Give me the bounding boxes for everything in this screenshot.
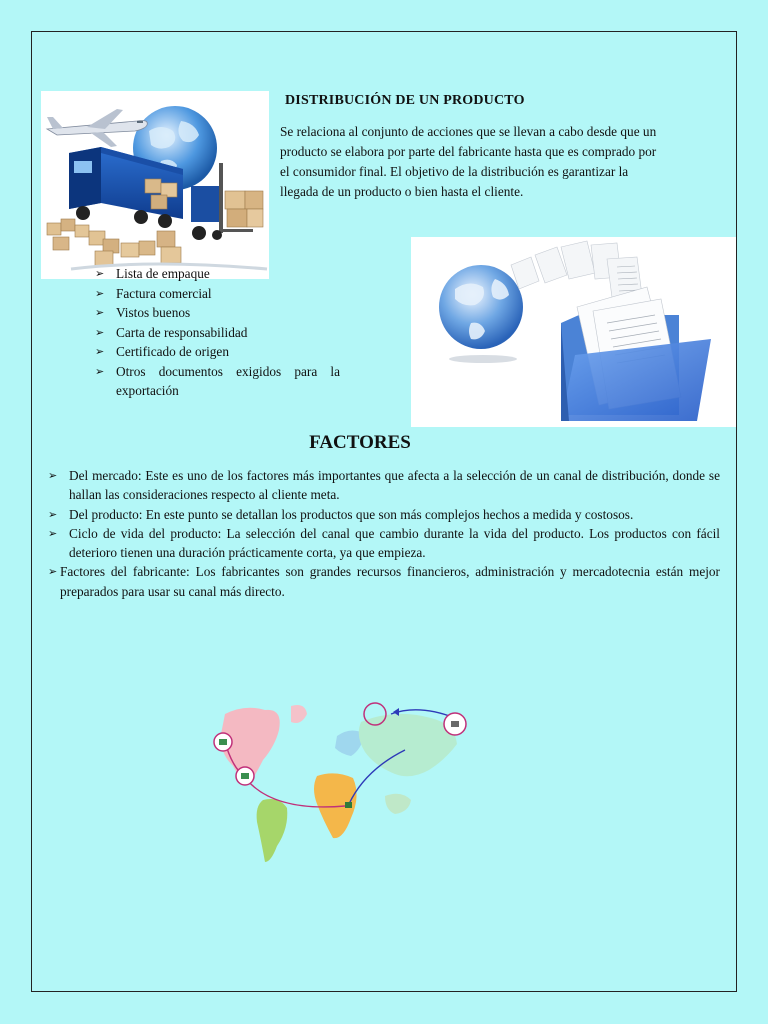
page-title: DISTRIBUCIÓN DE UN PRODUCTO	[285, 93, 525, 108]
intro-paragraph: Se relaciona al conjunto de acciones que se llevan a cabo desde que un producto se elabora por parte del fabricante hasta que es comprado por el consumidor final. El objetivo de la distribución es garantizar la llegada de un producto o bien hasta el cliente.	[280, 124, 657, 199]
list-item: ➢ Lista de empaque	[95, 264, 340, 284]
arrow-bullet-icon: ➢	[95, 286, 105, 300]
arrow-bullet-icon: ➢	[95, 267, 105, 280]
arrow-bullet-icon: ➢	[95, 325, 105, 339]
list-item: ➢ Carta de responsabilidad	[95, 323, 340, 343]
list-item: ➢ Factura comercial	[95, 284, 340, 304]
arrow-bullet-icon: ➢	[95, 306, 105, 319]
factors-heading: FACTORES	[309, 432, 411, 453]
logistics-illustration	[41, 91, 269, 279]
list-item: ➢ Del producto: En este punto se detallan los productos que son más complejos hechos a medida y costosos.	[48, 505, 720, 524]
arrow-bullet-icon: ➢	[48, 507, 58, 521]
factors-list	[48, 466, 720, 601]
list-item: ➢ Factores del fabricante: Los fabricantes son grandes recursos financieros, administración y mercadotecnia están mejor preparados para usar su canal más directo.	[48, 564, 720, 599]
arrow-bullet-icon: ➢	[48, 565, 58, 579]
list-item: ➢ Otros documentos exigidos para la exportación	[95, 363, 340, 398]
documents-folder-illustration	[411, 237, 736, 427]
world-map-distribution	[205, 700, 490, 870]
list-item: ➢ Vistos buenos	[95, 303, 340, 323]
list-item: ➢ Del mercado: Este es uno de los factores más importantes que afecta a la selección de un canal de distribución, donde se hallan las consideraciones respecto al cliente meta.	[48, 468, 720, 503]
arrow-bullet-icon: ➢	[95, 364, 105, 378]
list-item: ➢ Ciclo de vida del producto: La selección del canal que cambio durante la vida del producto. Los productos con fácil deterioro tienen una duración prácticamente corta, ya que empieza.	[48, 525, 720, 561]
list-item: ➢ Certificado de origen	[95, 342, 340, 362]
arrow-bullet-icon: ➢	[48, 469, 58, 482]
documents-list	[95, 264, 340, 401]
arrow-bullet-icon: ➢	[95, 345, 105, 358]
arrow-bullet-icon: ➢	[48, 526, 58, 540]
